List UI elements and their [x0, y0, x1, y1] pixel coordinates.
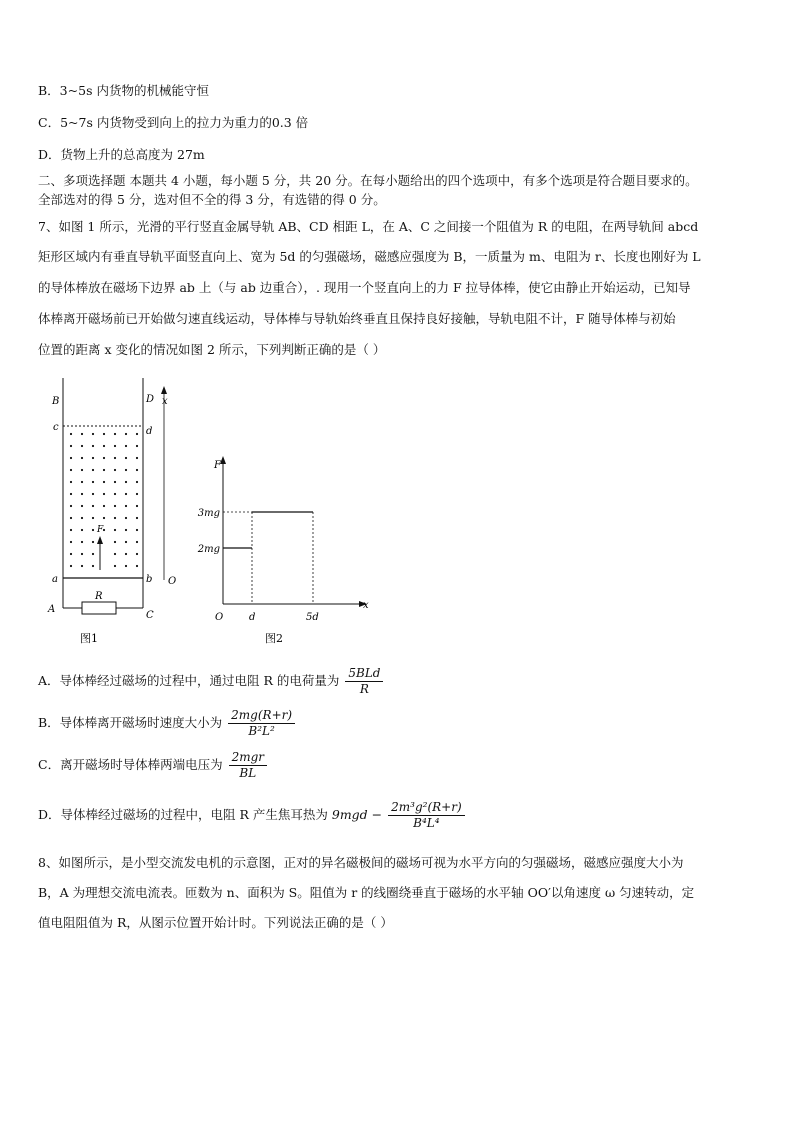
q8-stem-line-1: 8、如图所示，是小型交流发电机的示意图，正对的异名磁极间的磁场可视为水平方向的匀强磁场，磁感应强度大小为: [38, 855, 684, 870]
field-dot: [103, 469, 105, 471]
field-dot: [103, 505, 105, 507]
field-dot: [70, 481, 72, 483]
field-dot: [125, 457, 127, 459]
field-dot: [70, 493, 72, 495]
field-dot: [70, 505, 72, 507]
field-dot: [114, 445, 116, 447]
field-dot: [81, 565, 83, 567]
figure-2-caption: 图2: [265, 632, 283, 645]
field-dot: [114, 553, 116, 555]
q7-option-d-text: D．导体棒经过磁场的过程中，电阻 R 产生焦耳热为: [38, 807, 328, 822]
field-dot: [125, 493, 127, 495]
field-dot: [70, 541, 72, 543]
label-c: c: [53, 422, 59, 433]
field-dot: [81, 517, 83, 519]
field-dot: [81, 553, 83, 555]
q7-stem-line-1: 7、如图 1 所示，光滑的平行竖直金属导轨 AB、CD 相距 L，在 A、C 之间接一个阻值为 R 的电阻，在两导轨间 abcd: [38, 219, 699, 234]
field-dot: [125, 445, 127, 447]
field-dot: [70, 565, 72, 567]
field-dot: [114, 469, 116, 471]
q7-option-d-fraction: [388, 800, 465, 831]
tick-label-5d: 5d: [306, 612, 319, 623]
q7-option-c: [38, 750, 269, 781]
field-dot: [125, 433, 127, 435]
q6-option-d: D．货物上升的总高度为 27m: [38, 147, 205, 162]
field-dot: [114, 493, 116, 495]
q7-option-a-fraction: [345, 666, 383, 697]
tick-label-2mg: 2mg: [197, 544, 220, 555]
label-a: a: [52, 574, 58, 585]
magnetic-field-dots: [70, 433, 138, 567]
field-dot: [92, 553, 94, 555]
field-dot: [136, 553, 138, 555]
field-dot: [136, 529, 138, 531]
field-dot: [70, 553, 72, 555]
tick-label-d: d: [249, 612, 256, 623]
field-dot: [92, 529, 94, 531]
q7-option-b-fraction: [228, 708, 295, 739]
field-dot: [81, 541, 83, 543]
fraction-numerator: 2m³g²(R+r): [388, 800, 465, 816]
label-x: x: [162, 396, 168, 407]
q6-option-c: C．5~7s 内货物受到向上的拉力为重力的0.3 倍: [38, 115, 309, 130]
section-2-scoring: 全部选对的得 5 分，选对但不全的得 3 分，有选错的得 0 分。: [38, 192, 386, 207]
q7-option-a: [38, 666, 385, 697]
field-dot: [125, 553, 127, 555]
field-dot: [81, 493, 83, 495]
q7-stem-line-3: 的导体棒放在磁场下边界 ab 上（与 ab 边重合），. 现用一个竖直向上的力 F 拉导体棒，使它由静止开始运动，已知导: [38, 280, 691, 295]
fraction-numerator: 2mgr: [229, 750, 267, 766]
field-dot: [70, 529, 72, 531]
q8-stem-line-2: B，A 为理想交流电流表。匝数为 n、面积为 S。阻值为 r 的线圈绕垂直于磁场的水平轴 OO′以角速度 ω 匀速转动，定: [38, 885, 695, 900]
field-dot: [114, 541, 116, 543]
fraction-denominator: B²L²: [248, 724, 275, 738]
q7-option-c-text: C．离开磁场时导体棒两端电压为: [38, 757, 223, 772]
field-dot: [136, 493, 138, 495]
label-A: A: [48, 604, 56, 615]
field-dot: [136, 457, 138, 459]
field-dot: [92, 457, 94, 459]
field-dot: [92, 565, 94, 567]
q7-option-a-text: A．导体棒经过磁场的过程中，通过电阻 R 的电荷量为: [38, 673, 340, 688]
q7-option-b: [38, 708, 297, 739]
field-dot: [125, 469, 127, 471]
field-dot: [114, 517, 116, 519]
field-dot: [92, 481, 94, 483]
q7-option-d-expression: 9mgd −: [331, 807, 383, 822]
field-dot: [103, 517, 105, 519]
field-dot: [92, 445, 94, 447]
field-dot: [114, 481, 116, 483]
fraction-numerator: 2mg(R+r): [228, 708, 295, 724]
origin-label: O: [215, 612, 224, 623]
label-O: O: [168, 576, 177, 587]
field-dot: [136, 517, 138, 519]
field-dot: [103, 493, 105, 495]
field-dot: [81, 433, 83, 435]
q7-option-c-fraction: [229, 750, 267, 781]
q6-option-b: B．3~5s 内货物的机械能守恒: [38, 83, 209, 98]
field-dot: [70, 469, 72, 471]
field-dot: [136, 445, 138, 447]
field-dot: [125, 481, 127, 483]
field-dot: [92, 433, 94, 435]
q8-stem-line-3: 值电阻阻值为 R，从图示位置开始计时。下列说法正确的是（ ）: [38, 915, 393, 930]
label-B: B: [52, 396, 60, 407]
field-dot: [81, 457, 83, 459]
field-dot: [125, 505, 127, 507]
field-dot: [70, 457, 72, 459]
field-dot: [136, 541, 138, 543]
label-R: R: [95, 591, 103, 602]
field-dot: [81, 445, 83, 447]
fraction-denominator: B⁴L⁴: [413, 816, 440, 830]
field-dot: [125, 529, 127, 531]
field-dot: [70, 445, 72, 447]
field-dot: [136, 481, 138, 483]
axis-label-x: x: [363, 600, 369, 611]
field-dot: [92, 541, 94, 543]
label-d: d: [146, 426, 153, 437]
section-2-heading: 二、多项选择题 本题共 4 小题，每小题 5 分，共 20 分。在每小题给出的四个选项中，有多个选项是符合题目要求的。: [38, 173, 698, 188]
field-dot: [136, 433, 138, 435]
field-dot: [103, 481, 105, 483]
field-dot: [125, 517, 127, 519]
field-dot: [103, 433, 105, 435]
fraction-denominator: R: [359, 682, 369, 696]
field-dot: [92, 469, 94, 471]
field-dot: [114, 433, 116, 435]
q7-figure-1: [40, 370, 200, 650]
label-F: F: [97, 525, 104, 535]
q7-option-d: [38, 800, 467, 831]
field-dot: [92, 517, 94, 519]
label-C: C: [146, 610, 154, 621]
field-dot: [125, 541, 127, 543]
q7-figure-2: [195, 448, 375, 648]
field-dot: [136, 469, 138, 471]
field-dot: [103, 457, 105, 459]
field-dot: [81, 481, 83, 483]
figure-1-caption: 图1: [80, 632, 98, 645]
field-dot: [103, 445, 105, 447]
q7-option-b-text: B．导体棒离开磁场时速度大小为: [38, 715, 223, 730]
field-dot: [92, 493, 94, 495]
q7-stem-line-4: 体棒离开磁场前已开始做匀速直线运动，导体棒与导轨始终垂直且保持良好接触，导轨电阻不计，F 随导体棒与初始: [38, 311, 676, 326]
q7-stem-line-2: 矩形区域内有垂直导轨平面竖直向上、宽为 5d 的匀强磁场，磁感应强度为 B，一质量为 m、电阻为 r、长度也刚好为 L: [38, 249, 701, 264]
field-dot: [114, 529, 116, 531]
field-dot: [125, 565, 127, 567]
fraction-denominator: BL: [239, 766, 257, 780]
tick-label-3mg: 3mg: [197, 508, 220, 519]
field-dot: [92, 505, 94, 507]
field-dot: [81, 529, 83, 531]
field-dot: [70, 517, 72, 519]
field-dot: [114, 505, 116, 507]
axis-label-F: F: [214, 460, 221, 471]
label-b: b: [146, 574, 153, 585]
field-dot: [70, 433, 72, 435]
field-dot: [136, 565, 138, 567]
field-dot: [114, 565, 116, 567]
field-dot: [81, 505, 83, 507]
field-dot: [81, 469, 83, 471]
label-D: D: [146, 394, 155, 405]
field-dot: [114, 457, 116, 459]
field-dot: [136, 505, 138, 507]
fraction-numerator: 5BLd: [345, 666, 383, 682]
q7-stem-line-5: 位置的距离 x 变化的情况如图 2 所示，下列判断正确的是（ ）: [38, 342, 386, 357]
